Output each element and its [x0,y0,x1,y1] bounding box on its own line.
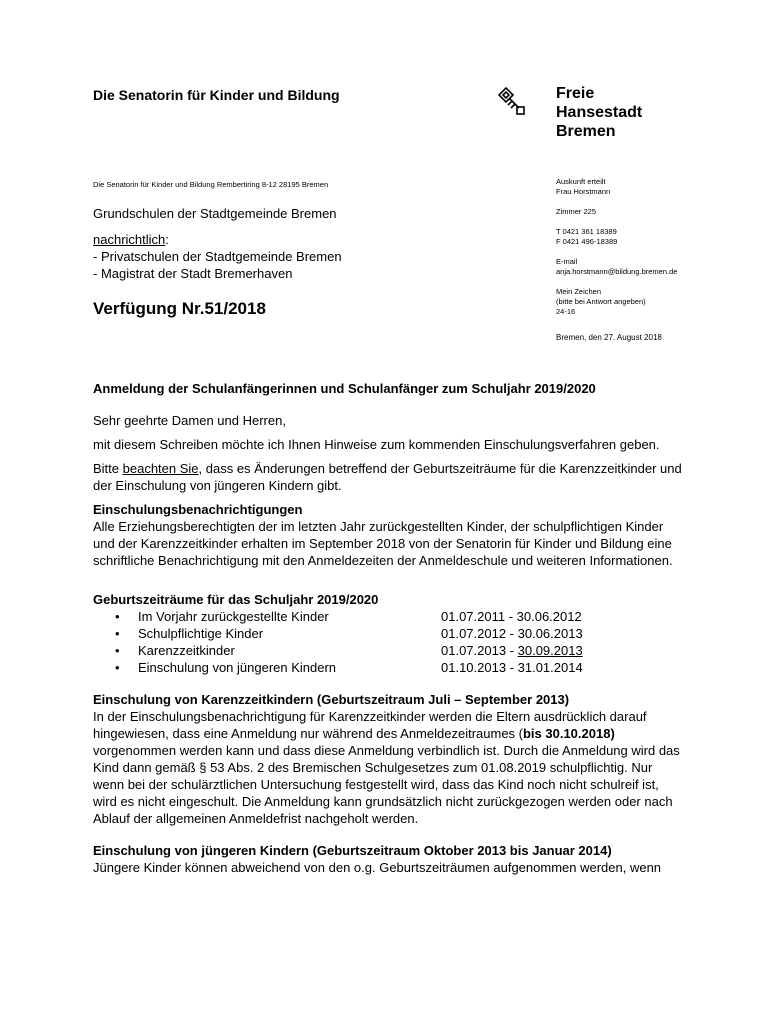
phone-number: T 0421 361 18389 [556,227,617,236]
heading-notifications: Einschulungsbenachrichtigungen [93,502,303,517]
authority-title: Die Senatorin für Kinder und Bildung [93,87,340,103]
karenz-deadline: bis 30.10.2018) [522,726,615,741]
period-range-end: 30.09.2013 [517,643,583,658]
fax-number: F 0421 496-18389 [556,237,618,246]
list-item [93,659,683,676]
paragraph-karenz [93,708,683,827]
period-range: 01.07.2012 - 30.06.2013 [441,626,583,641]
notice-emphasis: beachten Sie [122,461,199,476]
cc-label: nachrichtlich [93,232,166,247]
paragraph-notice [93,460,683,494]
brand-line-2: Hansestadt [556,104,643,121]
karenz-post: vorgenommen werden kann und dass diese Anmeldung verbindlich ist. Durch die Anmeldung wird das Kind dann gemäß § 53 Abs. 2 des Bremischen Schulgesetzes zum 01.08.2019 schulpflichtig. Nur wenn bei der schulärztlichen Untersuchung festgestellt wird, dass das Kind noch nicht schulreif ist, wird es nicht eingeschult. Die Anmeldung kann grundsätzlich nicht zurückgezogen werden oder nach Ablauf der allgemeinen Anmeldefrist nachgeholt werden. [93,743,680,826]
greeting: Sehr geehrte Damen und Herren, [93,413,286,428]
bremen-key-icon [496,85,530,125]
list-item [93,642,683,659]
contact-sidebar [556,177,677,327]
heading-birth-periods: Geburtszeiträume für das Schuljahr 2019/2020 [93,592,379,607]
letter-date: Bremen, den 27. August 2018 [556,333,662,342]
decree-number: Verfügung Nr.51/2018 [93,299,266,318]
cc-colon: : [165,232,169,247]
list-item [93,625,683,642]
period-label: Karenzzeitkinder [138,643,235,658]
period-label: Im Vorjahr zurückgestellte Kinder [138,609,329,624]
brand-line-1: Freie [556,85,595,102]
paragraph-younger-children: Jüngere Kinder können abweichend von den o.g. Geburtszeiträumen aufgenommen werden, wenn [93,860,662,875]
heading-karenz: Einschulung von Karenzzeitkindern (Geburtszeitraum Juli – September 2013) [93,692,570,707]
period-range: 01.07.2011 - 30.06.2012 [441,609,582,624]
notice-post: , dass es Änderungen betreffend der Geburtszeiträume für die Karenzzeitkinder und der Einschulung von jüngeren Kindern gibt. [93,461,682,493]
cc-heading [93,231,342,248]
karenz-pre: In der Einschulungsbenachrichtigung für Karenzzeitkinder werden die Eltern ausdrücklich darauf hingewiesen, dass eine Anmeldung nur während des Anmeldezeitraumes ( [93,709,647,741]
paragraph-notifications: Alle Erziehungsberechtigten der im letzten Jahr zurückgestellten Kinder, der schulpflichtigen Kinder und der Karenzzeitkinder erhalten im September 2018 von der Senatorin für Kinder und Bildung eine schriftliche Benachrichtigung mit den Anmeldezeiten der Anmeldeschule und weiteren Informationen. [93,519,673,568]
notice-pre: Bitte [93,461,123,476]
subject-line: Anmeldung der Schulanfängerinnen und Schulanfänger zum Schuljahr 2019/2020 [93,381,596,396]
bullet: • [115,609,120,624]
birth-period-list [93,608,683,676]
brand-line-3: Bremen [556,123,616,140]
list-item [93,608,683,625]
contact-name: Frau Horstmann [556,187,611,196]
period-range: 01.10.2013 - 31.01.2014 [441,660,583,675]
recipient-line: Grundschulen der Stadtgemeinde Bremen [93,206,337,221]
bullet: • [115,626,120,641]
paragraph-intro: mit diesem Schreiben möchte ich Ihnen Hinweise zum kommenden Einschulungsverfahren geben. [93,437,660,452]
bullet: • [115,643,120,658]
bullet: • [115,660,120,675]
room-number: Zimmer 225 [556,207,597,216]
period-label: Schulpflichtige Kinder [138,626,264,641]
period-range-start: 01.07.2013 - [441,643,518,658]
letter-body [93,412,683,883]
cc-recipient-1: - Privatschulen der Stadtgemeinde Bremen [93,249,342,264]
info-label: Auskunft erteilt [556,177,606,186]
reference-note: (bitte bei Antwort angeben) [556,297,646,306]
reference-number: 24-16 [556,307,576,316]
email-label: E-mail [556,257,578,266]
sender-line: Die Senatorin für Kinder und Bildung Rembertiring 8-12 28195 Bremen [93,180,329,189]
period-range [441,642,583,659]
cc-recipient-2: - Magistrat der Stadt Bremerhaven [93,266,293,281]
recipient-block [93,205,342,282]
brand-wordmark [556,84,642,141]
period-label: Einschulung von jüngeren Kindern [138,660,337,675]
email-address: anja.horstmann@bildung.bremen.de [556,267,678,276]
reference-label: Mein Zeichen [556,287,602,296]
heading-younger-children: Einschulung von jüngeren Kindern (Geburtszeitraum Oktober 2013 bis Januar 2014) [93,843,612,858]
